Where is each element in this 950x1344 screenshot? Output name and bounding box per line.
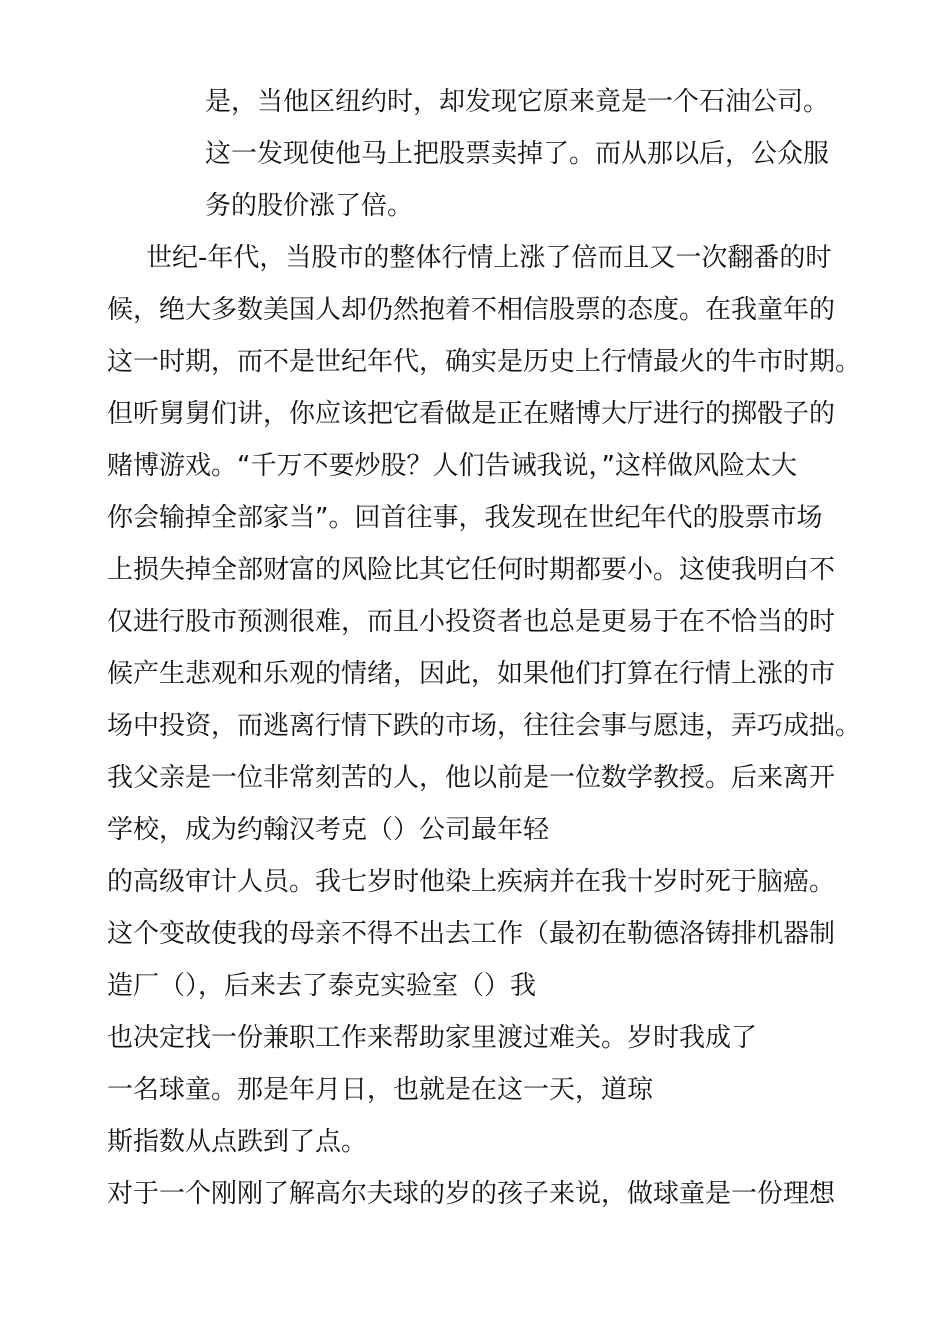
text-line: 务的股价涨了倍。 bbox=[205, 191, 414, 221]
text-line: 造厂（），后来去了泰克实验室（）我 bbox=[107, 971, 537, 1001]
text-line: 的高级审计人员。我七岁时他染上疾病并在我十岁时死于脑癌。 bbox=[107, 867, 836, 897]
text-line: 候产生悲观和乐观的情绪，因此，如果他们打算在行情上涨的市 bbox=[107, 659, 836, 689]
text-line: 这一发现使他马上把股票卖掉了。而从那以后，公众服 bbox=[205, 139, 830, 169]
text-line: 但听舅舅们讲，你应该把它看做是正在赌博大厅进行的掷骰子的 bbox=[107, 399, 836, 429]
text-line: 候，绝大多数美国人却仍然抱着不相信股票的态度。在我童年的 bbox=[107, 295, 836, 325]
text-line: 学校，成为约翰汉考克（）公司最年轻 bbox=[107, 815, 550, 845]
text-line: 是，当他区纽约时，却发现它原来竟是一个石油公司。 bbox=[205, 87, 830, 117]
text-line: 也决定找一份兼职工作来帮助家里渡过难关。岁时我成了 bbox=[107, 1023, 758, 1053]
text-line: 上损失掉全部财富的风险比其它任何时期都要小。这使我明白不 bbox=[107, 555, 836, 585]
text-line: 一名球童。那是年月日，也就是在这一天，道琼 bbox=[107, 1075, 654, 1105]
text-line: 场中投资，而逃离行情下跌的市场，往往会事与愿违，弄巧成拙。 bbox=[107, 711, 862, 741]
text-line: 仅进行股市预测很难，而且小投资者也总是更易于在不恰当的时 bbox=[107, 607, 836, 637]
text-line: 你会输掉全部家当”。回首往事，我发现在世纪年代的股票市场 bbox=[107, 503, 823, 533]
text-line: 对于一个刚刚了解高尔夫球的岁的孩子来说，做球童是一份理想 bbox=[107, 1179, 836, 1209]
text-line: 斯指数从点跌到了点。 bbox=[107, 1127, 368, 1157]
text-line: 赌博游戏。“千万不要炒股？人们告诫我说，”这样做风险太大 bbox=[107, 451, 797, 481]
text-line: 我父亲是一位非常刻苦的人，他以前是一位数学教授。后来离开 bbox=[107, 763, 836, 793]
text-line: 这个变故使我的母亲不得不出去工作（最初在勒德洛铸排机器制 bbox=[107, 919, 836, 949]
text-line: 世纪-年代，当股市的整体行情上涨了倍而且又一次翻番的时 bbox=[146, 243, 832, 273]
text-line: 这一时期，而不是世纪年代，确实是历史上行情最火的牛市时期。 bbox=[107, 347, 862, 377]
